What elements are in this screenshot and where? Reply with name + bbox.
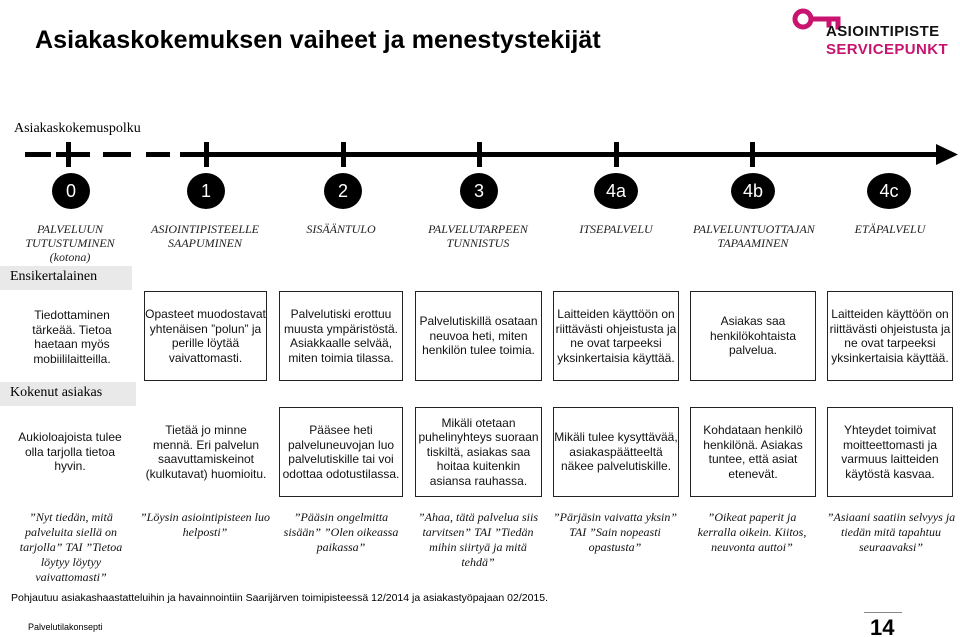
quote-4b: ”Oikeat paperit ja kerralla oikein. Kiitos, neuvonta auttoi” [697, 510, 807, 554]
quote-2: ”Pääsin ongelmitta sisään” ”Olen oikeassa paikassa” [283, 510, 399, 554]
first-cell-1: Opasteet muodostavat yhtenäisen ”polun” ja perille löytää vaivattomasti. [144, 291, 267, 381]
step-4a-circle: 4a [594, 173, 638, 209]
exp-cell-4c: Yhteydet toimivat moitteettomasti ja varmuus laitteiden käytöstä kasvaa. [827, 407, 953, 497]
brand-logo [788, 4, 958, 60]
quote-3: ”Ahaa, tätä palvelua siis tarvitsen” TAI ”Tiedän mihin siirtyä ja mitä tehdä” [418, 510, 538, 569]
logo-text-bottom: SERVICEPUNKT [826, 41, 949, 58]
first-cell-4b: Asiakas saa henkilökohtaista palvelua. [690, 291, 816, 381]
stage-label-0: PALVELUUN TUTUSTUMINEN (kotona) [25, 222, 115, 264]
first-cell-4c: Laitteiden käyttöön on riittävästi ohjeistusta ja ne ovat tarpeeksi yksinkertaisia käyttää. [827, 291, 953, 381]
exp-cell-3: Mikäli otetaan puhelinyhteys suoraan tiskiltä, asiakas saa hoitaa kuitenkin asiansa rauhassa. [415, 407, 542, 497]
page-number-rule [864, 612, 902, 613]
step-4b-circle: 4b [731, 173, 775, 209]
segment-experienced: Kokenut asiakas [0, 382, 136, 406]
exp-cell-1: Tietää jo minne mennä. Eri palvelun saavuttamiskeinot (kulkutavat) huomioitu. [144, 407, 268, 497]
first-cell-4a: Laitteiden käyttöön on riittävästi ohjeistusta ja ne ovat tarpeeksi yksinkertaisia käyttää. [553, 291, 679, 381]
stage-label-2: SISÄÄNTULO [306, 222, 376, 236]
stage-label-4b: PALVELUNTUOTTAJAN TAPAAMINEN [693, 222, 815, 250]
stage-label-1: ASIOINTIPISTEELLE SAAPUMINEN [151, 222, 259, 250]
quote-0: ”Nyt tiedän, mitä palveluita siellä on tarjolla” TAI ”Tietoa löytyy löytyy vaivattomasti” [19, 510, 123, 584]
customer-path-label: Asiakaskokemuspolku [14, 121, 141, 136]
page-title: Asiakaskokemuksen vaiheet ja menestystekijät [35, 26, 601, 54]
quote-4c: ”Asiaani saatiin selvyys ja tiedän mitä tapahtuu seuraavaksi” [826, 510, 956, 554]
step-0-circle: 0 [52, 173, 90, 209]
logo-text-top: ASIOINTIPISTE [826, 23, 940, 40]
stage-label-4a: ITSEPALVELU [579, 222, 653, 236]
page-number: 14 [870, 615, 895, 637]
step-3-circle: 3 [460, 173, 498, 209]
exp-cell-4a: Mikäli tulee kysyttävää, asiakaspäätteeltä näkee palvelutiskille. [553, 407, 679, 497]
first-cell-3: Palvelutiskillä osataan neuvoa heti, miten henkilön tulee toimia. [415, 291, 542, 381]
step-2-circle: 2 [324, 173, 362, 209]
timeline-arrow [0, 140, 960, 170]
stage-label-4c: ETÄPALVELU [854, 222, 926, 236]
quote-4a: ”Pärjäsin vaivatta yksin” TAI ”Sain nopeasti opastusta” [553, 510, 677, 554]
exp-cell-0: Aukioloajoista tulee olla tarjolla tietoa hyvin. [8, 407, 132, 497]
quote-1: ”Löysin asiointipisteen luo helposti” [140, 510, 271, 539]
segment-first-time: Ensikertalainen [0, 266, 132, 290]
exp-cell-4b: Kohdataan henkilö henkilönä. Asiakas tuntee, että asiat etenevät. [690, 407, 816, 497]
footer-label: Palvelutilakonsepti [28, 622, 103, 632]
step-1-circle: 1 [187, 173, 225, 209]
first-cell-2: Palvelutiski erottuu muusta ympäristöstä. Asiakkaalle selvää, miten toimia tilassa. [279, 291, 403, 381]
first-cell-0: Tiedottaminen tärkeää. Tietoa haetaan myös mobiililaitteilla. [16, 292, 128, 382]
source-note: Pohjautuu asiakashaastatteluihin ja havainnointiin Saarijärven toimipisteessä 12/2014 ja asiakastyöpajaan 02/2015. [11, 592, 549, 604]
stage-label-3: PALVELUTARPEEN TUNNISTUS [428, 222, 528, 250]
exp-cell-2: Pääsee heti palveluneuvojan luo palvelutiskille tai voi odottaa odotustilassa. [279, 407, 403, 497]
step-4c-circle: 4c [867, 173, 911, 209]
